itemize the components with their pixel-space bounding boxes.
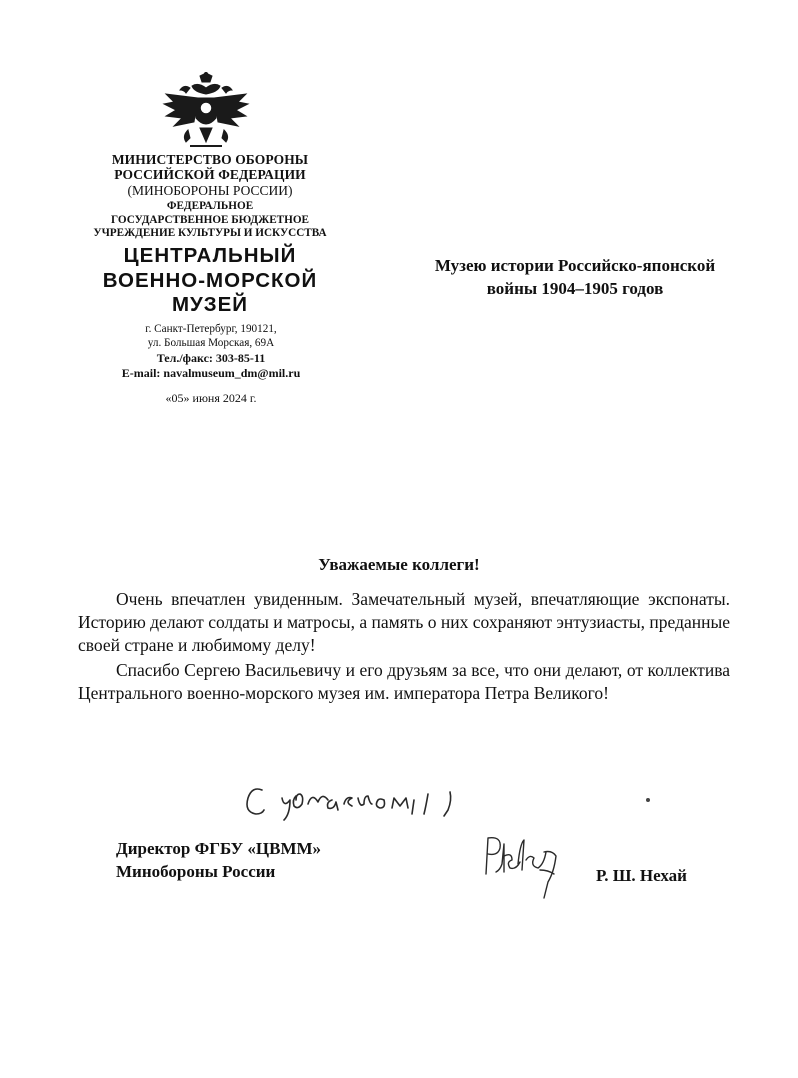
letter-date: «05» июня 2024 г.	[165, 391, 257, 405]
institution-line: УЧРЕЖДЕНИЕ КУЛЬТУРЫ И ИСКУССТВА	[93, 226, 327, 239]
addressee-block	[390, 255, 760, 301]
signatory-title-line: Директор ФГБУ «ЦВММ»	[116, 839, 322, 858]
double-headed-eagle-emblem-icon	[160, 72, 252, 158]
institution-type	[90, 200, 330, 240]
body-paragraph: Спасибо Сергею Васильевичу и его друзьям за все, что они делают, от коллектива Центрального военно-морского музея им. императора Петра Великого!	[78, 660, 730, 703]
salutation: Уважаемые коллеги!	[318, 555, 480, 574]
museum-line: ВОЕННО-МОРСКОЙ	[102, 268, 318, 292]
email-address: E-mail: navalmuseum_dm@mil.ru	[121, 366, 301, 381]
handwritten-signature	[474, 826, 570, 906]
letter-body	[78, 588, 730, 705]
museum-line: ЦЕНТРАЛЬНЫЙ	[123, 243, 297, 267]
contact-block	[96, 322, 326, 381]
address-line: ул. Большая Морская, 69А	[147, 337, 275, 350]
ministry-line: МИНИСТЕРСТВО ОБОРОНЫ	[111, 152, 309, 167]
body-paragraph: Очень впечатлен увиденным. Замечательный музей, впечатляющие экспонаты. Историю делают солдаты и матросы, а память о них сохраняют энтузиасты, преданные своей стране и любимому делу!	[78, 589, 730, 655]
signatory-name: Р. Ш. Нехай	[596, 866, 687, 885]
ink-dot	[646, 798, 650, 802]
ministry-line: РОССИЙСКОЙ ФЕДЕРАЦИИ	[114, 167, 306, 183]
handwritten-closing	[238, 770, 478, 830]
letterhead	[90, 152, 330, 318]
museum-name	[90, 244, 330, 318]
institution-line: ГОСУДАРСТВЕННОЕ БЮДЖЕТНОЕ	[111, 213, 309, 226]
phone-fax: Тел./факс: 303-85-11	[156, 350, 266, 365]
museum-line: МУЗЕЙ	[171, 293, 249, 317]
addressee-line: войны 1904–1905 годов	[486, 278, 664, 298]
signatory-title-line: Минобороны России	[116, 861, 276, 881]
addressee-line: Музею истории Российско-японской	[434, 256, 716, 275]
address-line: г. Санкт-Петербург, 190121,	[145, 323, 277, 335]
ministry-short-name: (МИНОБОРОНЫ РОССИИ)	[127, 183, 293, 199]
institution-line: ФЕДЕРАЛЬНОЕ	[166, 200, 254, 213]
ministry-name	[90, 152, 330, 182]
signatory-title	[116, 838, 436, 884]
